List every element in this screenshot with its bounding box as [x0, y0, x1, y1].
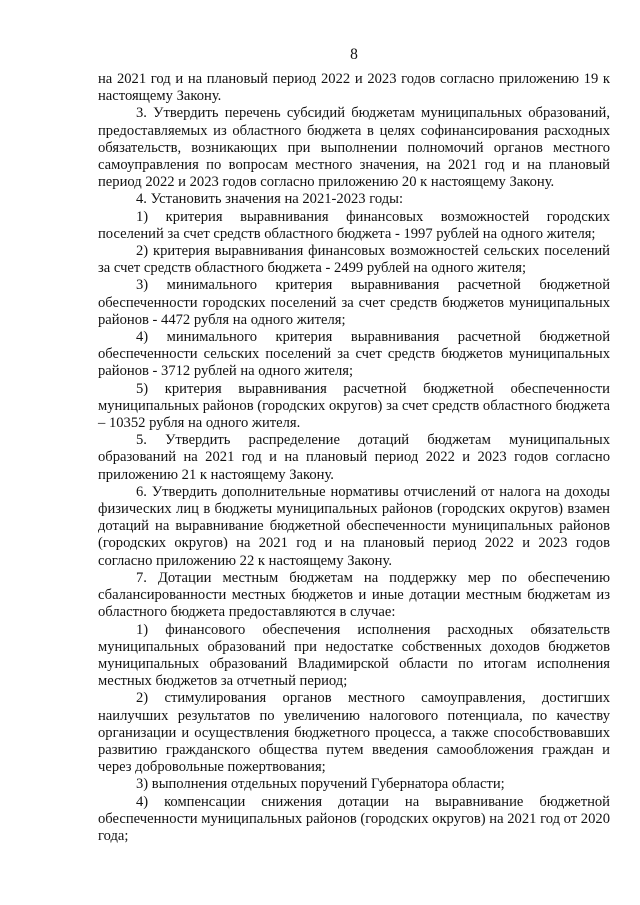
- paragraph-5: 2) критерия выравнивания финансовых возможностей сельских поселений за счет средств областного бюджета - 2499 рублей на одного жителя;: [98, 243, 610, 277]
- paragraph-2: 3. Утвердить перечень субсидий бюджетам муниципальных образований, предоставляемых из областного бюджета в целях софинансирования расходных обязательств, возникающих при выполнении полномочий органов местного самоуправления по вопросам местного значения, на 2021 год и на плановый период 2022 и 2023 годов согласно приложению 20 к настоящему Закону.: [98, 105, 610, 191]
- paragraph-7: 4) минимального критерия выравнивания расчетной бюджетной обеспеченности сельских поселений за счет средств бюджетов муниципальных районов - 3712 рублей на одного жителя;: [98, 329, 610, 380]
- paragraph-3: 4. Установить значения на 2021-2023 годы:: [136, 191, 404, 208]
- paragraph-8: 5) критерия выравнивания расчетной бюджетной обеспеченности муниципальных районов (городских округов) за счет средств областного бюджета – 10352 рубля на одного жителя.: [98, 380, 610, 432]
- paragraph-4: 1) критерия выравнивания финансовых возможностей городских поселений за счет средств областного бюджета - 1997 рублей на одного жителя;: [98, 208, 610, 242]
- paragraph-10: 6. Утвердить дополнительные нормативы отчислений от налога на доходы физических лиц в бюджеты муниципальных районов (городских округов) взамен дотаций на выравнивание бюджетной обеспеченности муниципальных районов (городских округов) на 2021 год и на плановый период 2022 и 2023 годов согласно приложению 22 к настоящему Закону.: [98, 483, 610, 569]
- paragraph-6: 3) минимального критерия выравнивания расчетной бюджетной обеспеченности городских поселений за счет средств бюджетов муниципальных районов - 4472 рубля на одного жителя;: [98, 277, 610, 328]
- page-number: 8: [350, 46, 358, 63]
- paragraph-13: 2) стимулирования органов местного самоуправления, достигших наилучших результатов по увеличению налогового потенциала, по качеству организации и осуществления бюджетного процесса, а также способствовавших развитию гражданского общества путем введения самообложения граждан и через добровольные пожертвования;: [98, 690, 610, 776]
- paragraph-14: 3) выполнения отдельных поручений Губернатора области;: [136, 776, 505, 793]
- paragraph-12: 1) финансового обеспечения исполнения расходных обязательств муниципальных образований при недостатке собственных доходов бюджетов муниципальных образований Владимирской области по итогам исполнения местных бюджетов за отчетный период;: [98, 621, 610, 690]
- paragraph-9: 5. Утвердить распределение дотаций бюджетам муниципальных образований на 2021 год и на плановый период 2022 и 2023 годов согласно приложению 21 к настоящему Закону.: [98, 432, 610, 483]
- paragraph-15: 4) компенсации снижения дотации на выравнивание бюджетной обеспеченности муниципальных районов (городских округов) на 2021 год от 2020 года;: [98, 793, 610, 844]
- paragraph-1: на 2021 год и на плановый период 2022 и 2023 годов согласно приложению 19 к настоящему Закону.: [98, 71, 610, 105]
- paragraph-11: 7. Дотации местным бюджетам на поддержку мер по обеспечению сбалансированности местных бюджетов и иные дотации местным бюджетам из областного бюджета предоставляются в случае:: [98, 569, 610, 621]
